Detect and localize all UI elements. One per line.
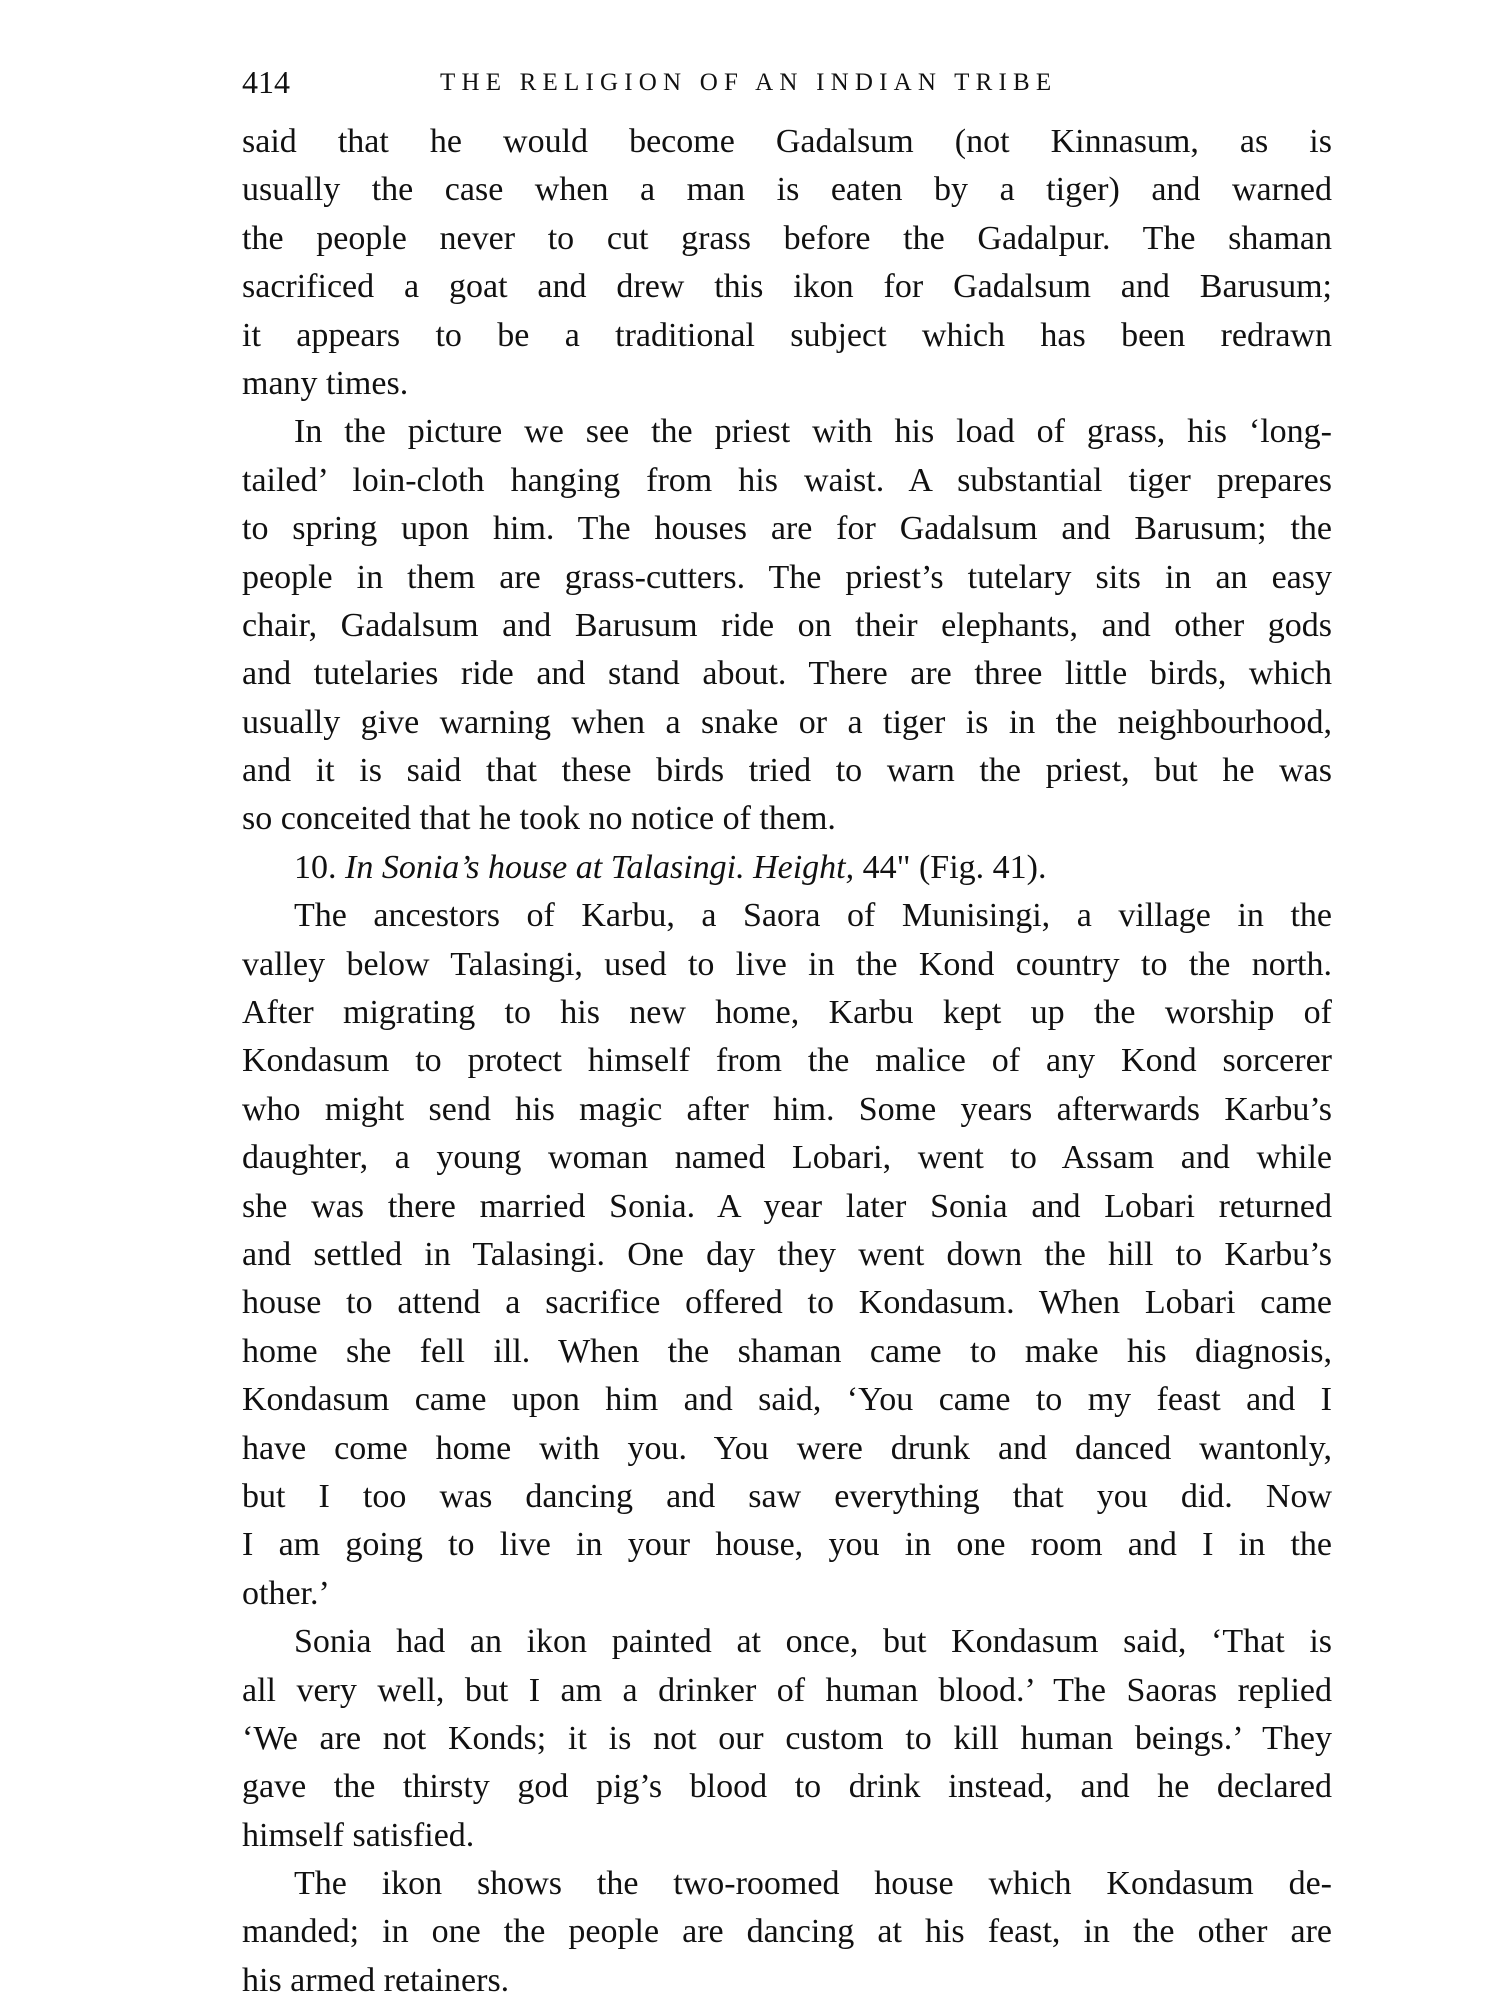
paragraph-karbu-story: [242, 892, 1332, 1618]
text-line: who might send his magic after him. Some years afterwards Karbu’s: [242, 1090, 1332, 1128]
text-line: gave the thirsty god pig’s blood to drink instead, and he declared: [242, 1768, 1332, 1806]
text-line: home she fell ill. When the shaman came to make his diagnosis,: [242, 1332, 1332, 1370]
text-line: Sonia had an ikon painted at once, but Kondasum said, ‘That is: [294, 1623, 1332, 1661]
text-line: house to attend a sacrifice offered to Kondasum. When Lobari came: [242, 1284, 1332, 1322]
caption-italic: In Sonia’s house at Talasingi. Height,: [345, 848, 855, 886]
text-line: and tutelaries ride and stand about. There are three little birds, which: [242, 655, 1332, 693]
text-line: himself satisfied.: [242, 1816, 475, 1854]
text-line: In the picture we see the priest with his load of grass, his ‘long-: [294, 413, 1332, 451]
body-text: [242, 118, 1332, 2005]
text-line: daughter, a young woman named Lobari, went to Assam and while: [242, 1139, 1332, 1177]
text-line: and it is said that these birds tried to warn the priest, but he was: [242, 752, 1332, 790]
text-line: all very well, but I am a drinker of human blood.’ The Saoras replied: [242, 1671, 1332, 1709]
text-line: The ancestors of Karbu, a Saora of Munisingi, a village in the: [294, 897, 1332, 935]
text-line: people in them are grass-cutters. The priest’s tutelary sits in an easy: [242, 558, 1332, 596]
text-line: many times.: [242, 364, 409, 402]
text-line: After migrating to his new home, Karbu kept up the worship of: [242, 994, 1332, 1032]
caption-number: 10.: [294, 848, 337, 886]
text-line: so conceited that he took no notice of them.: [242, 800, 836, 838]
text-line: The ikon shows the two-roomed house which Kondasum de-: [294, 1865, 1332, 1903]
text-line: it appears to be a traditional subject which has been redrawn: [242, 316, 1332, 354]
text-line: sacrificed a goat and drew this ikon for Gadalsum and Barusum;: [242, 268, 1332, 306]
text-line: manded; in one the people are dancing at his feast, in the other are: [242, 1913, 1332, 1951]
text-line: I am going to live in your house, you in one room and I in the: [242, 1526, 1332, 1564]
text-line: but I too was dancing and saw everything that you did. Now: [242, 1477, 1332, 1515]
text-line: and settled in Talasingi. One day they went down the hill to Karbu’s: [242, 1235, 1332, 1273]
text-line: said that he would become Gadalsum (not Kinnasum, as is: [242, 123, 1332, 160]
ikon-caption: [242, 844, 1332, 892]
text-line: the people never to cut grass before the Gadalpur. The shaman: [242, 219, 1332, 257]
text-line: chair, Gadalsum and Barusum ride on their elephants, and other gods: [242, 606, 1332, 644]
text-line: Kondasum to protect himself from the malice of any Kond sorcerer: [242, 1042, 1332, 1080]
text-line: usually the case when a man is eaten by a tiger) and warned: [242, 171, 1332, 209]
text-line: Kondasum came upon him and said, ‘You came to my feast and I: [242, 1381, 1332, 1419]
page-header: [242, 62, 1332, 108]
paragraph-ikon-description: [242, 1860, 1332, 2005]
running-title: THE RELIGION OF AN INDIAN TRIBE: [440, 69, 1058, 96]
paragraph-picture-description: [242, 408, 1332, 844]
page-number: 414: [242, 64, 290, 100]
paragraph-sonia-ikon: [242, 1618, 1332, 1860]
text-line: tailed’ loin-cloth hanging from his waist. A substantial tiger prepares: [242, 461, 1332, 499]
text-line: she was there married Sonia. A year later Sonia and Lobari returned: [242, 1187, 1332, 1225]
caption-figure-ref: 44" (Fig. 41).: [862, 848, 1047, 886]
text-line: ‘We are not Konds; it is not our custom to kill human beings.’ They: [242, 1719, 1332, 1757]
text-line: have come home with you. You were drunk and danced wantonly,: [242, 1429, 1332, 1467]
text-line: valley below Talasingi, used to live in the Kond country to the north.: [242, 945, 1332, 983]
text-line: his armed retainers.: [242, 1961, 510, 1999]
text-line: other.’: [242, 1574, 330, 1612]
text-line: usually give warning when a snake or a tiger is in the neighbourhood,: [242, 703, 1332, 741]
text-line: to spring upon him. The houses are for Gadalsum and Barusum; the: [242, 510, 1332, 548]
paragraph-continuation: [242, 118, 1332, 408]
